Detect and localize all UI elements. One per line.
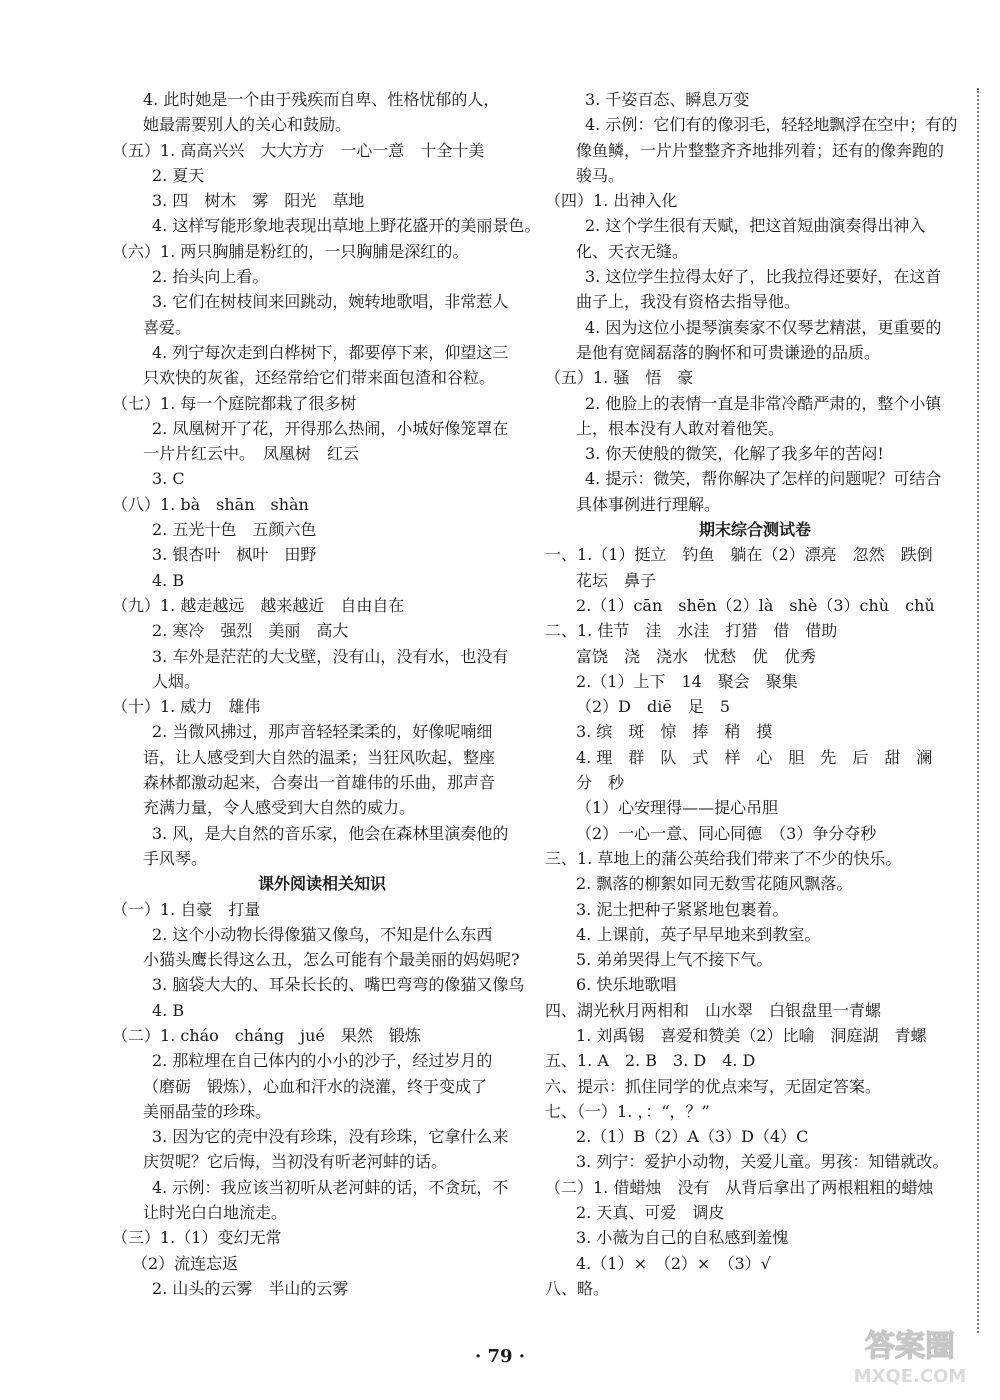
- answer-line: （1）心安理得——提心吊胆: [576, 798, 779, 818]
- answer-line: （五）1. 骚 悟 豪: [545, 368, 694, 388]
- answer-line: 三、1. 草地上的蒲公英给我们带来了不少的快乐。: [545, 848, 902, 868]
- answer-line: 3. 小薇为自己的自私感到羞愧: [576, 1228, 789, 1248]
- answer-line: 2. 天真、可爱 调皮: [576, 1203, 725, 1223]
- answer-line: 5. 弟弟哭得上气不接下气。: [576, 950, 773, 970]
- answer-line: 八、略。: [545, 1278, 610, 1298]
- section-heading: 期末综合测试卷: [698, 520, 811, 540]
- answer-line: 4. 这样写能形象地表现出草地上野花盛开的美丽景色。: [152, 216, 541, 236]
- answer-line: 庆贺呢？它后悔，当初没有听老河蚌的话。: [143, 1152, 448, 1172]
- answer-line: 七、（一）1. ，：“，？”: [545, 1101, 710, 1121]
- answer-line: 人烟。: [152, 671, 201, 691]
- answer-line: 2. 这个学生很有天赋，把这首短曲演奏得出神入: [585, 216, 926, 236]
- answer-line: 3. C: [152, 469, 185, 489]
- answer-line: 2. 飘落的柳絮如同无数雪花随风飘落。: [576, 874, 853, 894]
- answer-line: 2. 那粒埋在自己体内的小小的沙子，经过岁月的: [152, 1051, 493, 1071]
- answer-line: 2. 这个小动物长得像猫又像鸟，不知是什么东西: [152, 924, 493, 944]
- answer-line: 二、1. 佳节 洼 水洼 打猎 借 借助: [545, 621, 838, 641]
- answer-line: 4. 上课前，英子早早地来到教室。: [576, 924, 821, 944]
- left-column: [112, 87, 541, 1301]
- answer-line: 具体事例进行理解。: [576, 494, 721, 514]
- answer-line: 3. 脑袋大大的、耳朵长长的、嘴巴弯弯的像猫又像鸟: [152, 975, 525, 995]
- answer-line: （二）1. 借蜡烛 没有 从背后拿出了两根粗粗的蜡烛: [545, 1177, 934, 1197]
- answer-line: 2. 凤凰树开了花，开得那么热闹，小城好像笼罩在: [152, 418, 509, 438]
- answer-line: 富饶 浇 浇水 忧愁 优 优秀: [576, 646, 817, 666]
- answer-line: 4. B: [152, 1000, 185, 1020]
- answer-line: 4. 理 群 队 式 样 心 胆 先 后 甜 澜: [576, 747, 933, 767]
- answer-line: 一、1.（1）挺立 钓鱼 躺在（2）漂亮 忽然 跌倒: [545, 545, 933, 565]
- answer-line: （2）流连忘返: [132, 1253, 239, 1273]
- answer-line: 五、1. A 2. B 3. D 4. D: [545, 1051, 756, 1071]
- answer-line: 2. 夏天: [152, 165, 205, 185]
- answer-line: 1. 刘禹锡 喜爱和赞美（2）比喻 洞庭湖 青螺: [576, 1025, 927, 1045]
- answer-line: 3. 缤 斑 惊 捧 稍 摸: [576, 722, 773, 742]
- answer-line: 4. B: [152, 570, 185, 590]
- answer-line: 2.（1）cān shēn（2）là shè（3）chù chǔ: [576, 595, 935, 615]
- answer-line: 充满力量，令人感受到大自然的威力。: [143, 798, 416, 818]
- right-column: [545, 87, 965, 1301]
- answer-line: 6. 快乐地歌唱: [576, 975, 677, 995]
- answer-line: （一）1. 自豪 打量: [112, 899, 261, 919]
- answer-line: 森林都激动起来，合奏出一首雄伟的乐曲，那声音: [143, 773, 496, 793]
- answer-line: 4. 因为这位小提琴演奏家不仅琴艺精湛，更重要的: [585, 317, 942, 337]
- watermark-logo: [835, 1320, 985, 1390]
- answer-line: 骏马。: [576, 165, 625, 185]
- answer-line: 4. 示例：它们有的像羽毛，轻轻地飘浮在空中；有的: [585, 115, 958, 135]
- svg-text:答案圈: 答案圈: [865, 1329, 955, 1364]
- answer-line: 3. 因为它的壳中没有珍珠，没有珍珠，它拿什么来: [152, 1127, 509, 1147]
- answer-line: （2）D diē 足 5: [576, 697, 731, 717]
- answer-line: 2. 五光十色 五颜六色: [152, 520, 317, 540]
- answer-line: 让时光白白地流走。: [143, 1203, 288, 1223]
- answer-line: 3. 千姿百态、瞬息万变: [585, 90, 750, 109]
- page-number: · 79 ·: [474, 1346, 526, 1367]
- answer-line: 4.（1）× （2）× （3）√: [576, 1253, 771, 1273]
- answer-line: （九）1. 越走越远 越来越近 自由自在: [112, 595, 405, 615]
- answer-line: 2. 抬头向上看。: [152, 267, 269, 287]
- answer-line: 4. 示例：我应该当初听从老河蚌的话，不贪玩，不: [152, 1177, 509, 1197]
- section-heading: 课外阅读相关知识: [257, 874, 386, 894]
- answer-line: 4. 提示：微笑，帮你解决了怎样的问题呢？可结合: [585, 469, 942, 489]
- answer-line: 3. 风，是大自然的音乐家，他会在森林里演奏他的: [152, 823, 509, 843]
- answer-line: （二）1. cháo cháng jué 果然 锻炼: [112, 1025, 421, 1045]
- answer-line: 2. 他脸上的表情一直是非常冷酷严肃的，整个小镇: [585, 393, 942, 413]
- answer-line: 3. 列宁：爱护小动物，关爱儿童。男孩：知错就改。: [576, 1152, 949, 1172]
- answer-line: 手风琴。: [143, 848, 208, 868]
- answer-line: 她最需要别人的关心和鼓励。: [143, 115, 352, 135]
- answer-line: 3. 银杏叶 枫叶 田野: [152, 545, 317, 565]
- answer-line: 是他有宽阔磊落的胸怀和可贵谦逊的品质。: [576, 342, 881, 362]
- answer-line: 3. 泥土把种子紧紧地包裹着。: [576, 899, 789, 919]
- answer-line: 喜爱。: [143, 317, 192, 337]
- answer-line: 一片片红云中。 凤凰树 红云: [143, 444, 360, 464]
- answer-line: （磨砺 锻炼），心血和汗水的浇灌，终于变成了: [143, 1076, 488, 1096]
- answer-line: 3. 它们在树枝间来回跳动，婉转地歌唱，非常惹人: [152, 292, 509, 312]
- answer-line: 六、提示：抓住同学的优点来写，无固定答案。: [545, 1076, 882, 1096]
- answer-line: 2. 寒冷 强烈 美丽 高大: [152, 621, 349, 641]
- answer-line: （六）1. 两只胸脯是粉红的，一只胸脯是深红的。: [112, 241, 469, 261]
- answer-line: 3. 四 树木 雾 阳光 草地: [152, 191, 365, 211]
- answer-line: （五）1. 高高兴兴 大大方方 一心一意 十全十美: [112, 140, 485, 160]
- answer-line: （十）1. 威力 雄伟: [112, 697, 261, 717]
- answer-line: 2. 当微风拂过，那声音轻轻柔柔的，好像呢喃细: [152, 722, 493, 742]
- answer-line: 四、湖光秋月两相和 山水翠 白银盘里一青螺: [545, 1000, 882, 1020]
- answer-line: 4. 列宁每次走到白桦树下，都要停下来，仰望这三: [152, 342, 509, 362]
- answer-line: 语，让人感受到大自然的温柔；当狂风吹起，整座: [143, 747, 496, 767]
- answer-line: 化、天衣无缝。: [576, 241, 689, 261]
- answer-line: 3. 你天使般的微笑，化解了我多年的苦闷!: [585, 444, 884, 464]
- answer-line: 4. 此时她是一个由于残疾而自卑、性格忧郁的人，: [143, 90, 500, 109]
- answer-line: 美丽晶莹的珍珠。: [143, 1101, 272, 1121]
- answer-line: （七）1. 每一个庭院都栽了很多树: [112, 393, 357, 413]
- answer-line: 分 秒: [576, 773, 625, 793]
- answer-line: 小猫头鹰长得这么丑，怎么可能有个最美丽的妈妈呢?: [143, 950, 520, 970]
- answer-line: （四）1. 出神入化: [545, 191, 678, 211]
- answer-line: 3. 这位学生拉得太好了，比我拉得还要好，在这首: [585, 267, 942, 287]
- answer-line: （八）1. bà shān shàn: [112, 494, 309, 514]
- answer-line: （三）1.（1）变幻无常: [112, 1228, 282, 1248]
- answer-line: 3. 车外是茫茫的大戈壁，没有山，没有水，也没有: [152, 646, 509, 666]
- answer-line: 只欢快的灰雀，还经常给它们带来面包渣和谷粒。: [143, 368, 496, 388]
- answer-line: 2. 山头的云雾 半山的云雾: [152, 1278, 349, 1298]
- answer-line: 花坛 鼻子: [576, 570, 657, 590]
- answer-line: 2.（1）上下 14 聚会 聚集: [576, 671, 798, 691]
- svg-text:MXQE.COM: MXQE.COM: [853, 1366, 967, 1387]
- answer-line: 像鱼鳞，一片片整整齐齐地排列着；还有的像奔跑的: [576, 140, 945, 160]
- answer-line: 上，根本没有人敢对着他笑。: [576, 418, 785, 438]
- answer-line: 曲子上，我没有资格去指导他。: [576, 292, 801, 312]
- answer-line: （2）一心一意、同心同德 （3）争分夺秒: [576, 823, 877, 843]
- column-divider: [977, 88, 979, 1333]
- answer-line: 2.（1）B（2）A（3）D（4）C: [576, 1127, 809, 1147]
